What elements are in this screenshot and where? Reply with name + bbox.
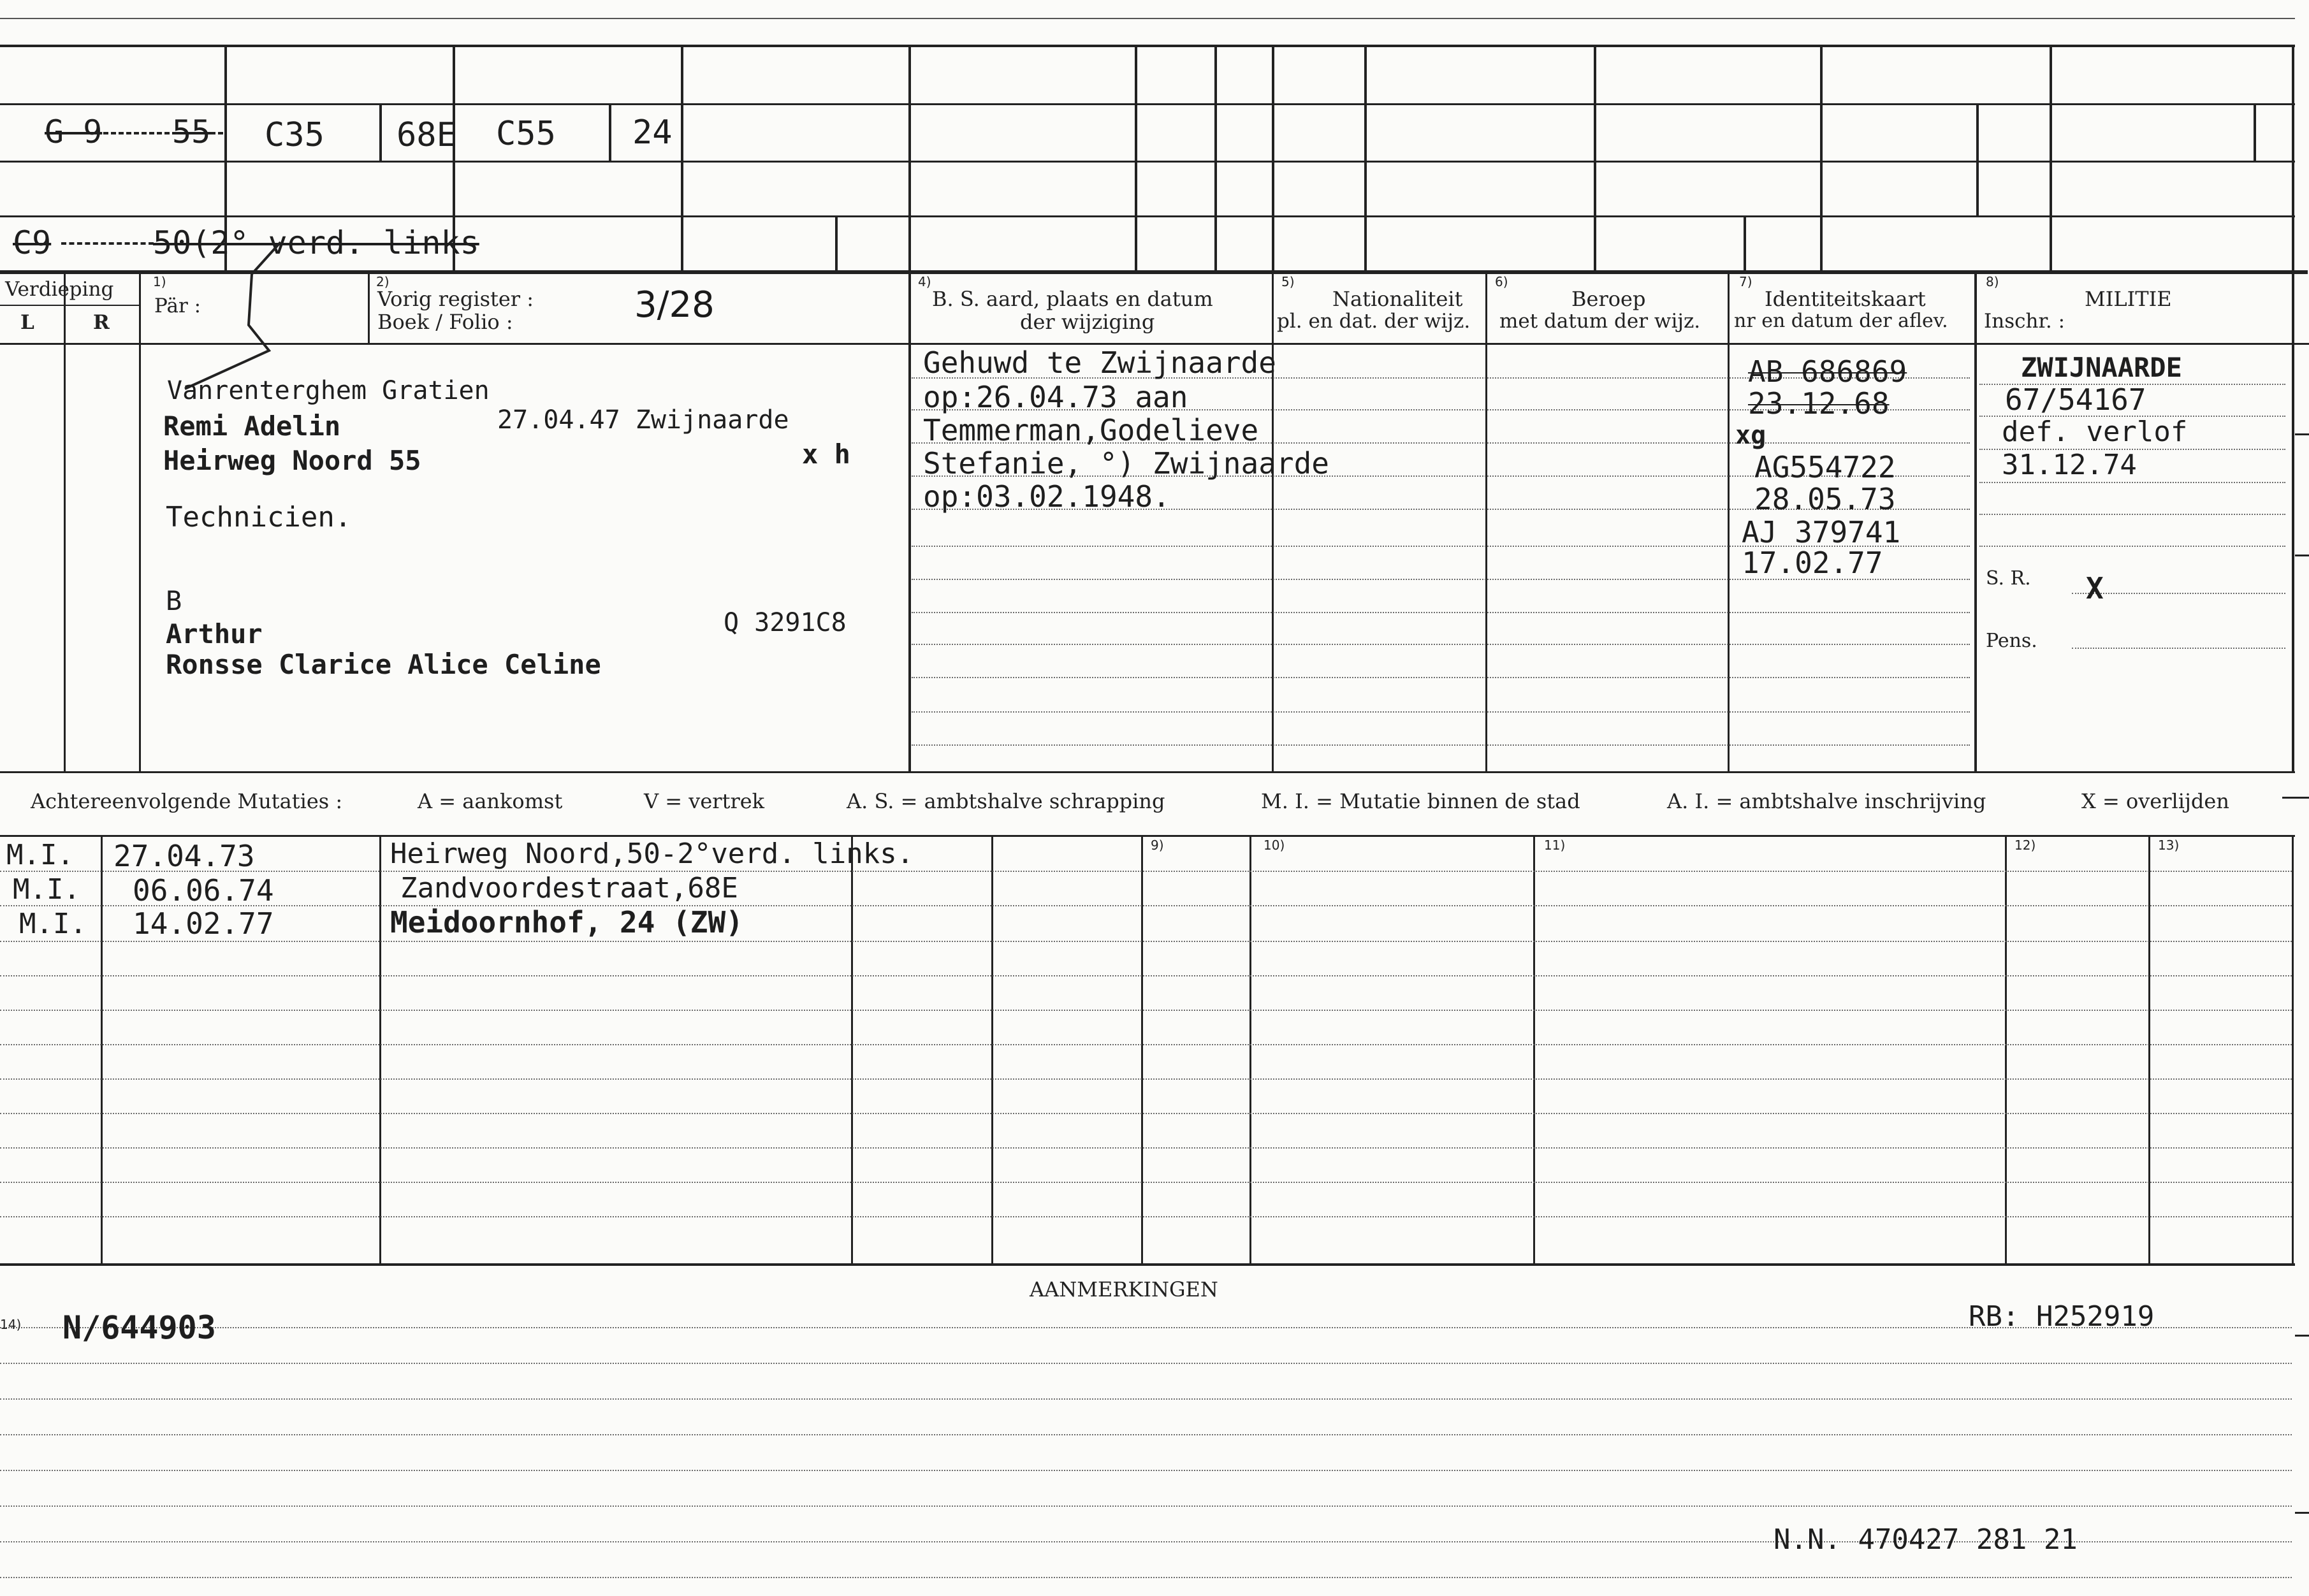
code-c35: C35 [265,116,324,154]
legend-title: Achtereenvolgende Mutaties : [31,789,343,813]
birth-date-place: 27.04.47 Zwijnaarde [497,405,789,435]
code-g9: G 9 [45,113,103,150]
vorig-register-label: Vorig register : [377,287,534,311]
legend-mi: M. I. = Mutatie binnen de stad [1261,789,1580,813]
nat-header-2: pl. en dat. der wijz. [1277,310,1471,333]
sr-mark: X [2086,571,2104,606]
beroep-header-1: Beroep [1571,287,1646,311]
mut-col-10: 10) [1264,838,1285,853]
legend-a: A = aankomst [418,789,563,813]
id-entry-6: AJ 379741 [1742,515,1901,549]
legend-as: A. S. = ambtshalve schrapping [847,789,1165,813]
id-entry-2: 23.12.68 [1748,386,1890,421]
mut-col-12: 12) [2014,838,2036,853]
mutation-1-type: M.I. [6,839,74,871]
legend-ai: A. I. = ambtshalve inschrijving [1667,789,1986,813]
l-label: L [20,311,34,334]
mut-col-13: 13) [2158,838,2180,853]
marker-xh: x h [802,439,850,470]
mutation-2-date: 06.06.74 [133,873,274,908]
id-entry-5: 28.05.73 [1754,482,1896,516]
militie-header: MILITIE [2085,287,2172,311]
remarks-code: N/644903 [62,1309,216,1346]
mutation-3-address: Meidoornhof, 24 (ZW) [390,905,743,939]
col-5-number: 5) [1281,274,1295,289]
mutation-1-address: Heirweg Noord,50-2°verd. links. [390,838,914,870]
col-4-number: 4) [918,274,931,289]
remarks-rb: RB: H252919 [1969,1300,2155,1333]
bs-entry-1: Gehuwd te Zwijnaarde [923,345,1276,380]
person-forenames: Remi Adelin [163,410,341,442]
parent-b: B [166,585,182,616]
sr-label: S. R. [1986,567,2031,590]
bs-entry-5: op:03.02.1948. [923,479,1170,514]
mutation-3-date: 14.02.77 [133,906,274,941]
inschr-label: Inschr. : [1984,310,2065,333]
father-name: Arthur [166,618,263,649]
col-7-number: 7) [1739,274,1752,289]
mutation-3-type: M.I. [19,908,87,940]
code-55: 55 [172,113,211,150]
pens-label: Pens. [1986,630,2037,652]
bs-header-2: der wijziging [1020,310,1155,334]
militie-def-verlof: def. verlof [2002,416,2188,448]
id-header-1: Identiteitskaart [1765,287,1926,311]
mother-name: Ronsse Clarice Alice Celine [166,649,601,680]
id-entry-4: AG554722 [1754,450,1896,484]
code-c9: C9 [13,224,52,261]
verdieping-label: Verdieping [5,278,114,301]
id-entry-1: AB 686869 [1748,354,1907,389]
code-c55: C55 [496,115,556,153]
bs-entry-2: op:26.04.73 aan [923,380,1188,414]
person-name: Vanrenterghem Gratien [167,376,490,405]
id-entry-3: xg [1735,421,1766,450]
col-2-number: 2) [376,274,390,289]
nat-header-1: Nationaliteit [1332,287,1463,311]
id-header-2: nr en datum der aflev. [1734,310,1948,332]
bs-entry-4: Stefanie, °) Zwijnaarde [923,446,1329,481]
remarks-number: 14) [0,1317,22,1332]
mutation-2-address: Zandvoordestraat,68E [400,872,738,904]
code-68e: 68E [397,116,456,154]
profession: Technicien. [166,501,352,533]
person-address: Heirweg Noord 55 [163,445,421,476]
bs-header-1: B. S. aard, plaats en datum [932,287,1213,311]
r-label: R [93,311,110,334]
remarks-nn: N.N. 470427 281 21 [1774,1523,2078,1556]
legend-v: V = vertrek [644,789,765,813]
mutation-1-date: 27.04.73 [113,839,255,873]
code-24: 24 [632,113,673,152]
bs-entry-3: Temmerman,Godelieve [923,413,1259,447]
col-6-number: 6) [1495,274,1508,289]
militie-date: 31.12.74 [2002,449,2137,481]
col-8-number: 8) [1986,274,1999,289]
militie-place: ZWIJNAARDE [2021,352,2182,383]
remarks-title: AANMERKINGEN [1030,1277,1218,1302]
mutation-2-type: M.I. [13,873,80,906]
q-code: Q 3291C8 [724,608,847,637]
boek-folio-label: Boek / Folio : [377,310,513,334]
col-1-number: 1) [153,274,166,289]
militie-number: 67/54167 [2005,382,2146,417]
beroep-header-2: met datum der wijz. [1499,310,1701,333]
legend-x: X = overlijden [2081,789,2229,813]
code-50: 50(2° verd. links [153,224,479,261]
id-entry-7: 17.02.77 [1742,546,1883,580]
mut-col-11: 11) [1544,838,1566,853]
folio-value: 3/28 [634,284,715,326]
par-label: Pär : [154,294,201,317]
mut-col-9: 9) [1151,838,1164,853]
